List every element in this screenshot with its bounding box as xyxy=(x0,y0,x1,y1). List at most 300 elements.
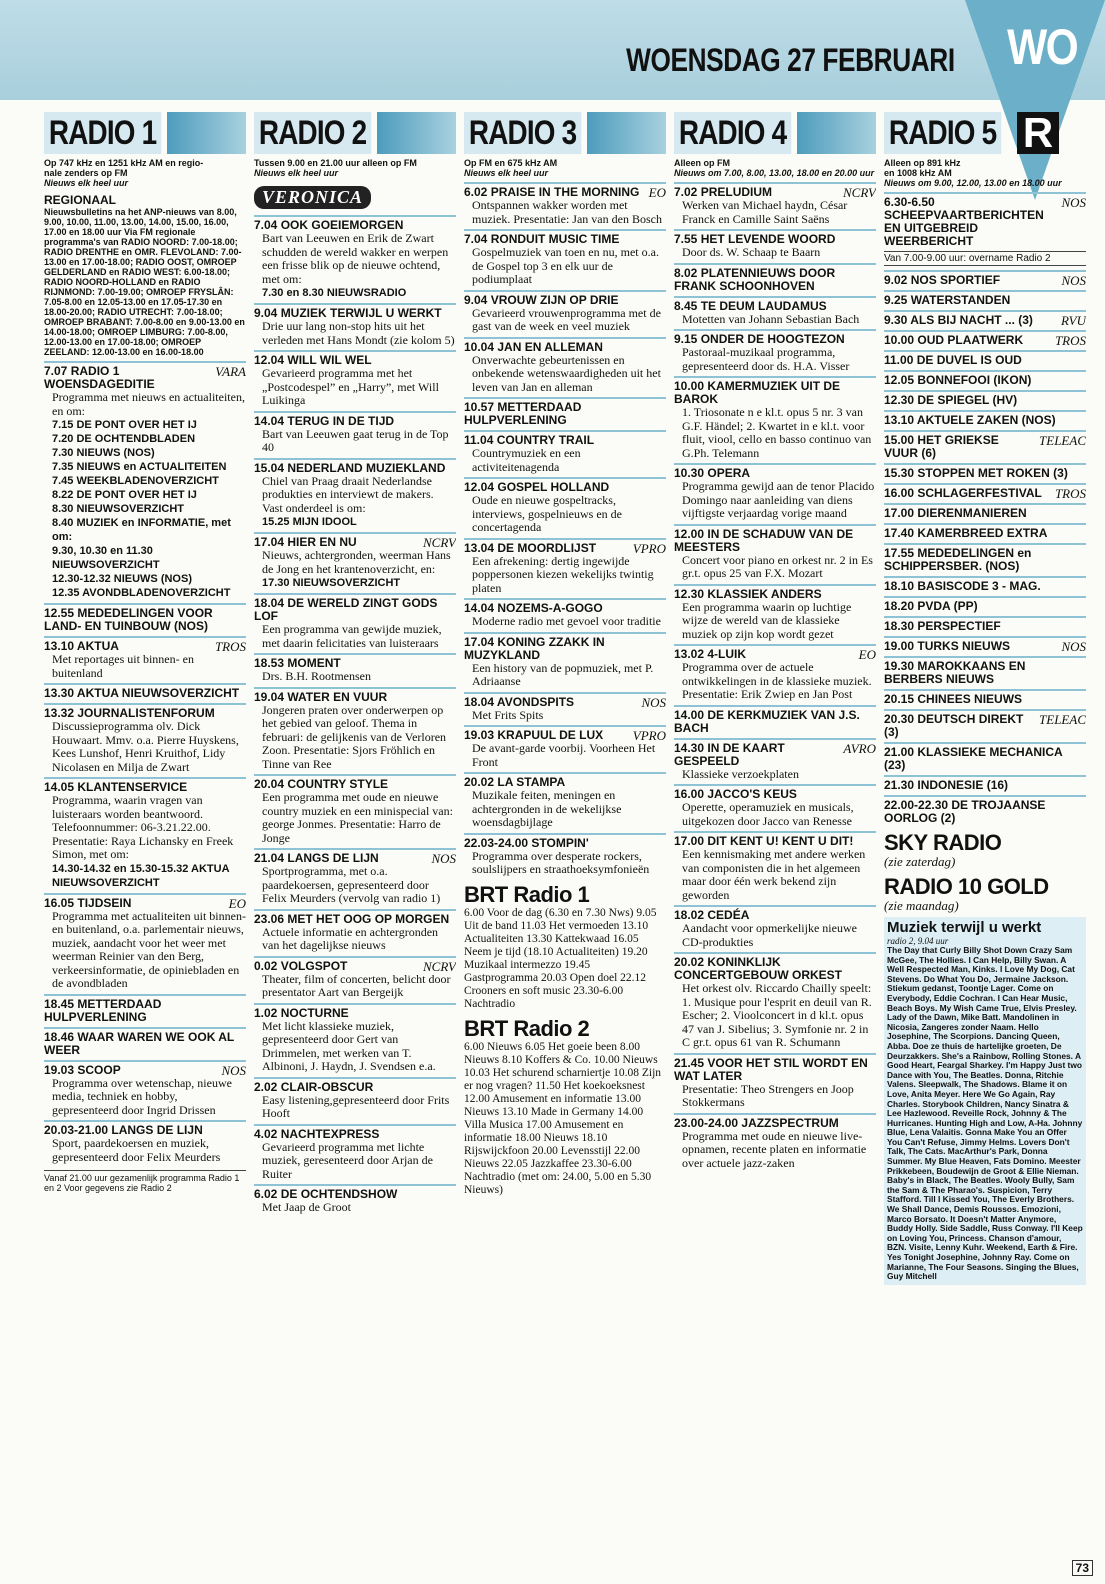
program-entry xyxy=(674,376,876,460)
program-subitem-text: 14.30-14.32 en 15.30-15.32 AKTUA NIEUWSOVERZICHT xyxy=(52,862,230,889)
program-entry xyxy=(674,705,876,735)
program-description: Presentatie: Theo Strengers en Joop Stokkermans xyxy=(682,1081,854,1109)
program-list xyxy=(464,182,666,877)
program-entry xyxy=(884,430,1086,460)
program-description: Programma gewijd aan de tenor Placido Domingo naar aanleiding van diens vijftigste verjaardag vorige maand xyxy=(682,479,875,520)
program-title: 7.02 PRELUDIUM xyxy=(674,185,773,199)
program-entry xyxy=(884,483,1086,500)
broadcaster: VPRO xyxy=(632,540,666,556)
program-title: 7.04 OOK GOEIEMORGEN xyxy=(254,218,404,232)
program-description: Klassieke verzoekplaten xyxy=(682,766,799,781)
program-title-row xyxy=(44,607,246,633)
page-number: 73 xyxy=(1072,1560,1093,1576)
program-title: 11.04 COUNTRY TRAIL xyxy=(464,433,595,447)
program-title-row xyxy=(884,467,1086,480)
program-title-row xyxy=(884,414,1086,427)
program-description: Gospelmuziek van toen en nu, met o.a. de Gospel top 3 en elk uur de podiumplaat xyxy=(472,245,659,286)
station-header xyxy=(674,112,876,154)
radio10-note: (zie maandag) xyxy=(884,898,959,913)
program-subitem xyxy=(44,446,246,460)
program-subitem-text: 8.30 NIEUWSOVERZICHT xyxy=(52,503,185,515)
program-entry xyxy=(884,576,1086,593)
program-subitem xyxy=(44,516,246,544)
program-title: 19.03 SCOOP xyxy=(44,1062,121,1077)
program-entry xyxy=(674,296,876,327)
column-radio3 xyxy=(464,112,666,1552)
program-title-row xyxy=(464,837,666,850)
program-title: 23.00-24.00 JAZZSPECTRUM xyxy=(674,1115,839,1130)
column-radio2 xyxy=(254,112,456,1552)
program-entry xyxy=(44,636,246,680)
broadcaster: TROS xyxy=(1054,486,1086,501)
program-subitem-text: 7.30 en 8.30 NIEUWSRADIO xyxy=(262,287,407,299)
header-bar xyxy=(0,0,1105,100)
brt2-text: 6.00 Nieuws 6.05 Het goeie been 8.00 Nieuws 8.10 Koffers & Co. 10.00 Nieuws 10.03 Het schurend scharniertje 10.08 Zijn er nog vragen? 11.50 Het koekoeksnest 12.00 Amusement en informatie 13.00 Nieuws 13.10 Made in Germany 14.00 Villa Musica 17.00 Amusement en informatie 18.00 Nieuws 18.10 Rijswijckfoon 20.00 Levensstijl 22.00 Nieuws 22.05 Jazzkaffee 23.30-6.00 Nachtradio (met om: 24.00, 5.00 en 5.30 Nieuws) xyxy=(464,1040,662,1196)
program-title: 12.55 MEDEDELINGEN VOOR LAND- EN TUINBOUW (NOS) xyxy=(44,606,213,633)
station-name: RADIO 5 xyxy=(884,112,1001,154)
program-title: 11.00 DE DUVEL IS OUD xyxy=(884,353,1022,367)
program-entry xyxy=(674,329,876,373)
program-title: 18.02 CEDÉA xyxy=(674,908,750,922)
program-entry xyxy=(44,1120,246,1164)
program-entry xyxy=(464,632,666,689)
program-title-row xyxy=(884,294,1086,307)
program-entry xyxy=(674,182,876,226)
broadcaster: NCRV xyxy=(843,185,876,200)
program-entry xyxy=(884,350,1086,367)
program-entry xyxy=(254,848,456,906)
program-title-row xyxy=(884,527,1086,540)
program-entry xyxy=(464,229,666,287)
program-entry xyxy=(674,263,876,293)
program-title: 16.00 SCHLAGERFESTIVAL xyxy=(884,486,1042,500)
program-title: 21.04 LANGS DE LIJN xyxy=(254,851,379,865)
broadcaster: EO xyxy=(858,647,876,662)
program-subitem-text: 8.22 DE PONT OVER HET IJ xyxy=(52,489,197,501)
program-description: Gevarieerd programma met het „Postcodespel” en „Harry”, met Will Luikinga xyxy=(262,366,439,407)
intro-line: nale zenders op FM xyxy=(44,168,128,178)
overname-note: Van 7.00-9.00 uur: overname Radio 2 xyxy=(884,251,1086,266)
program-description: Drie uur lang non-stop hits uit het verleden met Hans Mondt (zie kolom 5) xyxy=(262,319,455,347)
program-title: 7.55 HET LEVENDE WOORD xyxy=(674,232,836,246)
program-title: 20.02 KONINKLIJK CONCERTGEBOUW ORKEST xyxy=(674,955,842,982)
program-entry xyxy=(254,909,456,953)
program-title: 10.30 OPERA xyxy=(674,466,751,480)
program-title: 17.00 DIT KENT U! KENT U DIT! xyxy=(674,834,854,848)
program-title: 10.00 OUD PLAATWERK xyxy=(884,333,1024,347)
program-title-row xyxy=(884,580,1086,593)
program-entry xyxy=(254,532,456,590)
broadcaster: NCRV xyxy=(423,958,456,974)
broadcaster: NOS xyxy=(641,694,666,710)
program-title: 10.57 METTERDAAD HULPVERLENING xyxy=(464,400,582,427)
veronica-logo: VERONICA xyxy=(254,186,371,209)
program-title: 15.30 STOPPEN MET ROKEN (3) xyxy=(884,466,1068,480)
program-title: 19.03 KRAPUUL DE LUX xyxy=(464,728,604,742)
program-title: 7.07 RADIO 1 WOENSDAGEDITIE xyxy=(44,364,155,391)
program-subitem xyxy=(44,572,246,586)
program-title-row xyxy=(674,1057,876,1083)
program-title: 20.02 LA STAMPA xyxy=(464,775,566,789)
program-description: De avant-garde voorbij. Voorheen Het Front xyxy=(472,741,656,769)
station-header xyxy=(44,112,246,154)
program-title-row xyxy=(884,334,1086,347)
station-name: RADIO 2 xyxy=(254,112,371,154)
regionaal-title: REGIONAAL xyxy=(44,193,116,207)
program-entry xyxy=(254,458,456,530)
muziek-box xyxy=(884,917,1086,1285)
program-title-row xyxy=(674,528,876,554)
station-intro xyxy=(44,158,246,188)
program-title: 13.10 AKTUA xyxy=(44,639,119,653)
station-tab xyxy=(797,112,876,154)
program-title-row xyxy=(464,636,666,662)
program-title-row xyxy=(674,742,876,768)
program-title-row xyxy=(674,1117,876,1130)
program-title: 22.03-24.00 STOMPIN' xyxy=(464,835,589,850)
program-description: Bart van Leeuwen en Erik de Zwart schudden de wereld wakker en werpen een frisse blik op de nieuwe ochtend, met om: xyxy=(262,231,449,286)
program-title-row xyxy=(674,300,876,313)
program-entry xyxy=(884,596,1086,613)
program-description: Programma met oude en nieuwe live-opnamen, recente platen en informatie over actuele jazz-zaken xyxy=(682,1128,867,1170)
program-subitem xyxy=(44,502,246,516)
program-description: Motetten van Johann Sebastian Bach xyxy=(682,311,860,326)
program-title: 12.30 KLASSIEK ANDERS xyxy=(674,586,822,601)
program-title: 23.06 MET HET OOG OP MORGEN xyxy=(254,911,450,926)
program-list xyxy=(674,182,876,1170)
program-entry xyxy=(44,703,246,774)
program-title: 19.04 WATER EN VUUR xyxy=(254,689,388,704)
program-entry xyxy=(44,1060,246,1118)
program-title: 18.10 BASISCODE 3 - MAG. xyxy=(884,579,1041,593)
program-title: 8.02 PLATENNIEUWS DOOR FRANK SCHOONHOVEN xyxy=(674,265,836,293)
program-subitem-text: 8.40 MUZIEK en INFORMATIE, met om: xyxy=(52,517,231,543)
program-subitem xyxy=(44,474,246,488)
brt1-title: BRT Radio 1 xyxy=(464,881,590,907)
program-entry xyxy=(254,215,456,300)
station-name: RADIO 1 xyxy=(44,112,161,154)
program-title: 2.02 CLAIR-OBSCUR xyxy=(254,1079,374,1094)
radio5-logo: R xyxy=(1017,112,1059,154)
program-title: 4.02 NACHTEXPRESS xyxy=(254,1126,380,1141)
program-title: 18.53 MOMENT xyxy=(254,656,341,670)
program-title: 12.00 IN DE SCHADUW VAN DE MEESTERS xyxy=(674,526,854,554)
intro-line: Alleen op 891 kHz xyxy=(884,158,961,168)
intro-news: Nieuws om 9.00, 12.00, 13.00 en 18.00 uur xyxy=(884,178,1062,188)
program-entry xyxy=(464,477,666,535)
program-title: 18.30 PERSPECTIEF xyxy=(884,619,1001,633)
program-title: 20.03-21.00 LANGS DE LIJN xyxy=(44,1123,203,1137)
program-description: 1. Triosonate n e kl.t. opus 5 nr. 3 van G.F. Händel; 2. Kwartet in e kl.t. voor fluit, viool, cello en basso continuo van G.Ph. Telemann xyxy=(682,405,872,460)
program-entry xyxy=(674,905,876,949)
intro-news: Nieuws elk heel uur xyxy=(254,168,339,178)
program-title-row xyxy=(254,462,456,475)
program-title-row xyxy=(254,913,456,926)
program-title-row xyxy=(464,294,666,307)
program-entry xyxy=(884,689,1086,706)
broadcaster: TROS xyxy=(214,639,246,654)
program-subitem-text: 7.30 NIEUWS (NOS) xyxy=(52,447,155,459)
program-description: Programma over desperate rockers, soulslijpers en straathoeksymfonieën xyxy=(472,848,650,876)
intro-news: Nieuws elk heel uur xyxy=(44,178,129,188)
column-radio1 xyxy=(44,112,246,1552)
program-title: 22.00-22.30 DE TROJAANSE OORLOG (2) xyxy=(884,798,1046,825)
program-title-row xyxy=(674,709,876,735)
program-description: Een programma van gewijde muziek, met daarin felicitaties van luisteraars xyxy=(262,622,442,650)
program-entry xyxy=(674,831,876,902)
program-title-row xyxy=(464,696,666,709)
program-description: Nieuws, achtergronden, weerman Hans de Jong en het krantenoverzicht, en: xyxy=(262,548,451,576)
broadcaster: NOS xyxy=(1061,639,1086,654)
program-title-row xyxy=(884,314,1086,327)
program-entry xyxy=(884,543,1086,573)
program-title: 20.04 COUNTRY STYLE xyxy=(254,777,389,791)
program-entry xyxy=(44,361,246,600)
program-title-row xyxy=(884,547,1086,573)
station-name: RADIO 4 xyxy=(674,112,791,154)
program-description: Programma met actualiteiten uit binnen- en buitenland, o.a. parlementair nieuws, muziek, aandacht voor het weer met weerman Reinier van den Berg, verkeersinformatie, de opiniebladen en de avondbladen xyxy=(52,908,246,990)
program-description: Jongeren praten over onderwerpen op het gebied van geloof. Thema in februari: de gelijkenis van de Verloren Zoon. Presentatie: Sjors Fröhlich en Tinne van Ree xyxy=(262,702,447,771)
program-title-row xyxy=(884,374,1086,387)
program-entry xyxy=(464,833,666,877)
program-description: Oude en nieuwe gospeltracks, interviews, gospelnieuws en de concertagenda xyxy=(472,493,622,534)
program-entry xyxy=(884,370,1086,387)
program-description: Countrymuziek en een activiteitenagenda xyxy=(472,446,581,474)
program-subitem xyxy=(44,418,246,432)
program-description: Met Frits Spits xyxy=(472,707,544,722)
station-intro xyxy=(464,158,666,178)
program-entry xyxy=(44,683,246,700)
program-title: 21.30 INDONESIE (16) xyxy=(884,778,1009,792)
program-entry xyxy=(254,653,456,684)
program-title: 12.30 DE SPIEGEL (HV) xyxy=(884,393,1018,407)
program-entry xyxy=(674,952,876,1050)
page-date: WOENSDAG 27 FEBRUARI xyxy=(626,42,955,78)
program-entry xyxy=(884,709,1086,739)
program-entry xyxy=(884,503,1086,520)
broadcaster: NOS xyxy=(1061,273,1086,288)
broadcaster: NOS xyxy=(431,851,456,866)
program-title-row xyxy=(464,542,666,555)
program-entry xyxy=(884,616,1086,633)
program-title-row xyxy=(254,415,456,428)
program-entry xyxy=(884,775,1086,792)
program-entry xyxy=(44,777,246,890)
program-description: Een programma met oude en nieuwe country muziek en een minispecial van: george Jonmes. Presentatie: Harro de Jonge xyxy=(262,790,453,845)
program-title-row xyxy=(884,274,1086,287)
program-title-row xyxy=(674,588,876,601)
program-title-row xyxy=(884,487,1086,500)
program-title-row xyxy=(884,507,1086,520)
program-description: Chiel van Praag draait Nederlandse produkties en interviewt de makers. Vast onderdeel is om: xyxy=(262,473,434,515)
program-entry xyxy=(464,598,666,629)
program-description: Een afrekening: dertig ingewijde poppersonen kiezen wekelijks twintig platen xyxy=(472,553,654,595)
program-title: 0.02 VOLGSPOT xyxy=(254,958,348,973)
program-title-row xyxy=(254,691,456,704)
program-title: 14.05 KLANTENSERVICE xyxy=(44,780,188,794)
program-entry xyxy=(254,956,456,1000)
program-description: Programma over de actuele ontwikkelingen in de klassieke muziek. Presentatie: Erik Zwiep en Jan Post xyxy=(682,660,872,701)
program-title: 9.02 NOS SPORTIEF xyxy=(884,273,1001,287)
program-title-row xyxy=(884,713,1086,739)
muziek-playlist: The Day that Curly Billy Shot Down Crazy Sam McGee, The Hollies. I Can Help, Billy Swan. A Well Respected Man, Kinks. I Love My Dog, Cat Stevens. Do What You Do, Jermaine Jackson. Stiekum gedanst, Toontje Lager. Come on Everybody, Eddie Cochran. I Can Hear Music, Beach Boys. My Wish Came True, Elvis Presley. Lady of the Dawn, Mike Batt. Mandolinen in Nicosia, Zangeres zonder Naam. Hello Josephine, The Scorpions. Dancing Queen, Abba. Doe ze thuis de hartelijke groeten, De Deurzakkers. She's a Rainbow, Rolling Stones. A Good Heart, Feargal Sharkey. I'm Happy Just two Dance with You, The Beatles. Donna, Ritchie Valens. Sleepwalk, The Shadows. Blame it on Love, Anita Meyer. Here We Go Again, Ray Charles. Storybook Children, Nancy Sinatra & Lee Hazlewood. Reveille Rock, Johnny & The Hurricanes. Hunting High and Low, A-Ha. Johnny Blue, Lena Valaitis. Gonna Make You an Offer You Can't Refuse, Jimmy Helms. Lovers Don't Talk, The Cats. MacArthur's Park, Donna Summer. My Blue Heaven, Fats Domino. Meester Prikkebeen, Boudewijn de Groot & Ellie Nieman. Baby's in Black, The Beatles. Wooly Bully, Sam the Sam & The Pharao's. Suspicion, Terry Stafford. Till I Kissed You, The Everly Brothers. We Shall Dance, Demis Roussos. Emozioni, Marco Borsato. It Doesn't Matter Anymore, Buddy Holly. Side Saddle, Russ Conway. I'll Keep on Loving You, Princess. Chanson d'amour, BZN. Visite, Lenny Kuhr. Weekend, Earth & Fire. Yes Tonight Josephine, Johnny Ray. Come on Marianne, The Four Seasons. Singing the Blues, Guy Mitchell xyxy=(887,945,1083,1282)
program-title-row xyxy=(44,687,246,700)
program-entry xyxy=(464,538,666,596)
program-entry xyxy=(254,1003,456,1074)
column-radio5 xyxy=(884,112,1086,1552)
program-title-row xyxy=(884,640,1086,653)
program-description: Het orkest olv. Riccardo Chailly speelt: 1. Musique pour l'esprit en deuil van R. Escher; 2. Vioolconcert in d kl.t. opus 47 van J. Sibelius; 3. Symfonie nr. 2 in C gr.t. opus 61 van R. Schumann xyxy=(682,981,872,1049)
program-title: 18.46 WAAR WAREN WE OOK AL WEER xyxy=(44,1029,235,1057)
program-title-row xyxy=(884,196,1086,248)
program-description: Een history van de popmuziek, met P. Adriaanse xyxy=(472,660,654,688)
program-subitem xyxy=(44,544,246,572)
station-header xyxy=(464,112,666,154)
program-title: 1.02 NOCTURNE xyxy=(254,1005,349,1020)
program-subitem xyxy=(44,432,246,446)
program-entry xyxy=(254,593,456,650)
program-title: 20.15 CHINEES NIEUWS xyxy=(884,692,1023,706)
broadcaster: TROS xyxy=(1054,333,1086,348)
program-subitem xyxy=(44,586,246,600)
program-entry xyxy=(254,303,456,347)
broadcaster: TELEAC xyxy=(1039,433,1086,448)
program-entry xyxy=(884,390,1086,407)
station-header xyxy=(884,112,1086,154)
program-title: 14.04 NOZEMS-A-GOGO xyxy=(464,601,603,615)
program-title: 21.45 VOOR HET STIL WORDT EN WAT LATER xyxy=(674,1055,868,1083)
program-title: 13.10 AKTUELE ZAKEN (NOS) xyxy=(884,413,1056,427)
program-title: 9.15 ONDER DE HOOGTEZON xyxy=(674,332,845,346)
program-title: 7.04 RONDUIT MUSIC TIME xyxy=(464,232,620,246)
station-intro xyxy=(884,158,1086,188)
program-entry xyxy=(464,772,666,830)
program-title-row xyxy=(254,597,456,623)
program-subitem-text: 15.25 MIJN IDOOL xyxy=(262,516,357,528)
program-entry xyxy=(254,774,456,845)
intro-line: Alleen op FM xyxy=(674,158,730,168)
program-description: Een programma waarin op luchtige wijze de wereld van de klassieke muziek op zijn kop wordt gezet xyxy=(682,599,852,641)
program-description: Pastoraal-muzikaal programma, gepresenteerd door ds. H.A. Visser xyxy=(682,345,850,373)
program-description: Theater, film of concerten, belicht door presentator Aart van Bergeijk xyxy=(262,971,451,999)
program-subitem-text: 17.30 NIEUWSOVERZICHT xyxy=(262,577,401,589)
program-title: 17.00 DIERENMANIEREN xyxy=(884,506,1027,520)
program-title-row xyxy=(884,799,1086,825)
program-title-row xyxy=(254,960,456,973)
program-entry xyxy=(674,1113,876,1171)
program-entry xyxy=(44,994,246,1024)
program-description: Bart van Leeuwen gaat terug in de Top 40 xyxy=(262,426,449,454)
program-list xyxy=(254,215,456,1215)
program-title-row xyxy=(44,998,246,1024)
program-entry xyxy=(254,411,456,455)
program-entry xyxy=(884,270,1086,287)
day-code: WO xyxy=(1007,19,1077,75)
sky-radio-note: (zie zaterdag) xyxy=(884,854,956,869)
program-entry xyxy=(884,290,1086,307)
intro-line: Op 747 kHz en 1251 kHz AM en regio- xyxy=(44,158,204,168)
program-description: Easy listening,gepresenteerd door Frits Hooft xyxy=(262,1092,450,1120)
station-name: RADIO 3 xyxy=(464,112,581,154)
broadcaster: RVU xyxy=(1060,313,1086,328)
program-entry xyxy=(884,742,1086,772)
program-subitem xyxy=(254,515,456,529)
program-title: 9.04 VROUW ZIJN OP DRIE xyxy=(464,292,619,307)
program-description: Programma over wetenschap, nieuwe media, techniek en hobby, gepresenteerd door Ingrid Drissen xyxy=(52,1075,232,1117)
broadcaster: AVRO xyxy=(843,740,876,756)
program-title-row xyxy=(254,1081,456,1094)
program-title-row xyxy=(44,1064,246,1077)
station-header xyxy=(254,112,456,154)
intro-news: Nieuws elk heel uur xyxy=(464,168,549,178)
program-list xyxy=(44,361,246,1164)
program-title: 12.04 GOSPEL HOLLAND xyxy=(464,480,610,494)
program-entry xyxy=(674,1053,876,1110)
broadcaster: TELEAC xyxy=(1039,712,1086,727)
program-title: 9.30 ALS BIJ NACHT ... (3) xyxy=(884,313,1033,327)
program-subitem-text: 12.30-12.32 NIEUWS (NOS) xyxy=(52,573,192,585)
program-entry xyxy=(464,290,666,334)
program-entry xyxy=(884,192,1086,248)
program-list xyxy=(884,192,1086,248)
program-description: Discussieprogramma olv. Dick Houwaart. Mmv. o.a. Pierre Huyskens, Kees Lunshof, Henri Kruithof, Lidy Nicolasen en Milja de Zwart xyxy=(52,719,239,774)
program-title-row xyxy=(884,693,1086,706)
station-intro xyxy=(674,158,876,178)
program-entry xyxy=(44,1027,246,1057)
program-title: 18.04 DE WERELD ZINGT GODS LOF xyxy=(254,596,438,623)
program-entry xyxy=(254,1184,456,1215)
broadcaster: NCRV xyxy=(423,535,456,550)
program-description: Sport, paardekoersen en muziek, gepresenteerd door Felix Meurders xyxy=(52,1136,221,1164)
program-title: 14.30 IN DE KAART GESPEELD xyxy=(674,740,785,768)
program-entry xyxy=(674,229,876,260)
radio10-title: RADIO 10 GOLD xyxy=(884,874,1049,899)
program-entry xyxy=(464,397,666,427)
program-description: Concert voor piano en orkest nr. 2 in Es gr.t. opus 25 van F.X. Mozart xyxy=(682,552,873,580)
program-title: 19.30 MAROKKAANS EN BERBERS NIEUWS xyxy=(884,659,1026,686)
program-entry xyxy=(464,692,666,723)
program-subitem xyxy=(44,488,246,502)
program-title: 9.25 WATERSTANDEN xyxy=(884,293,1011,307)
program-entry xyxy=(464,725,666,769)
program-entry xyxy=(674,738,876,782)
program-title: 9.04 MUZIEK TERWIJL U WERKT xyxy=(254,306,442,320)
program-description: Muzikale feiten, meningen en achtergronden in de wekelijkse woensdagbijlage xyxy=(472,788,622,829)
program-subitem-text: 7.45 WEEKBLADENOVERZICHT xyxy=(52,475,219,487)
muziek-sub: radio 2, 9.04 uur xyxy=(887,936,949,946)
program-entry xyxy=(464,337,666,395)
program-subitem-text: 9.30, 10.30 en 11.30 NIEUWSOVERZICHT xyxy=(52,545,160,571)
program-title: 20.30 DEUTSCH DIREKT (3) xyxy=(884,712,1024,739)
intro-news: Nieuws om 7.00, 8.00, 13.00, 18.00 en 20.00 uur xyxy=(674,168,875,178)
program-title: 15.00 HET GRIEKSE VUUR (6) xyxy=(884,433,999,460)
program-title: 17.04 HIER EN NU xyxy=(254,535,357,549)
program-entry xyxy=(884,523,1086,540)
program-title-row xyxy=(884,779,1086,792)
program-entry xyxy=(674,584,876,642)
program-description: Moderne radio met gevoel voor traditie xyxy=(472,614,661,628)
program-title: 17.55 MEDEDELINGEN en SCHIPPERSBER. (NOS) xyxy=(884,546,1032,573)
program-description: Sportprogramma, met o.a. paardekoersen, gepresenteerd door Felix Meurders (vervolg van radio 1) xyxy=(262,864,441,905)
program-title: 10.00 KAMERMUZIEK UIT DE BAROK xyxy=(674,379,841,406)
program-title-row xyxy=(254,1128,456,1141)
station-tab xyxy=(587,112,666,154)
regionaal-block xyxy=(44,192,246,357)
program-entry xyxy=(884,463,1086,480)
brt2-title: BRT Radio 2 xyxy=(464,1015,590,1041)
program-entry xyxy=(254,687,456,772)
program-entry xyxy=(674,784,876,828)
